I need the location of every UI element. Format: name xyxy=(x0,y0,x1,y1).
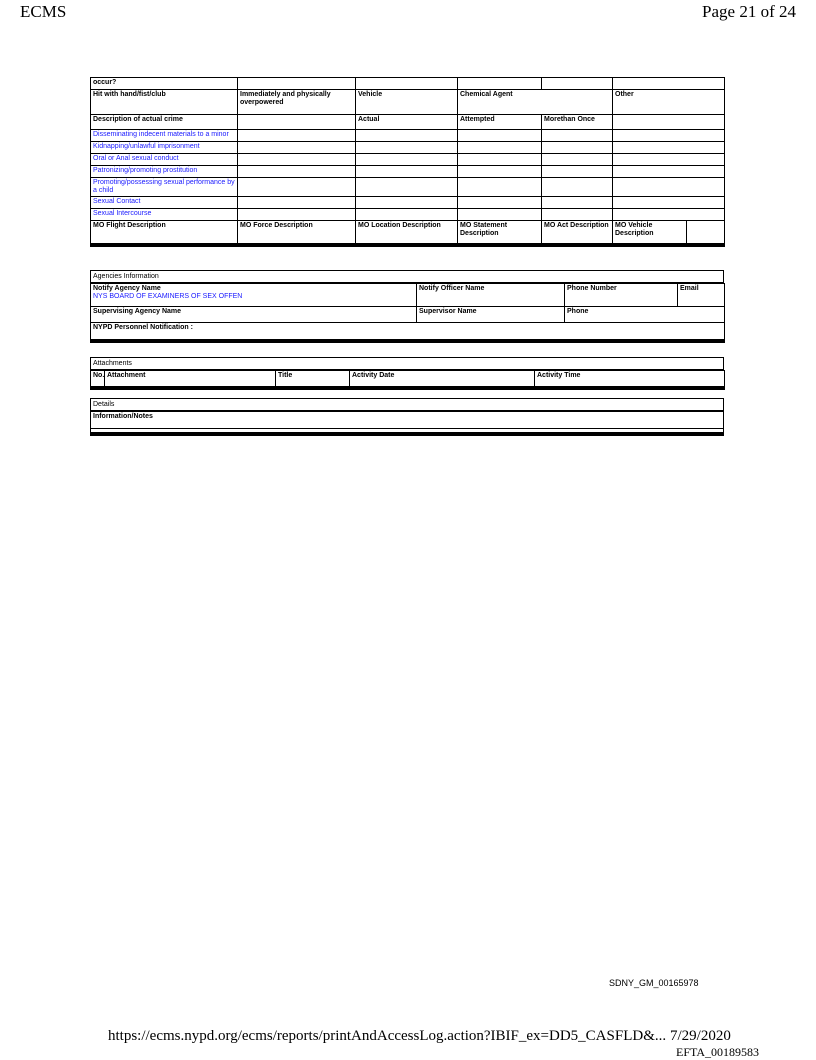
table-row xyxy=(91,307,725,323)
page-number: Page 21 of 24 xyxy=(702,2,796,21)
table-row: Patronizing/promoting prostitution xyxy=(91,166,725,178)
table-row: Sexual Intercourse xyxy=(91,209,725,221)
email-label: Email xyxy=(678,284,725,307)
notify-agency-label: Notify Agency Name xyxy=(93,285,161,292)
information-notes-label: Information/Notes xyxy=(91,412,724,429)
table-row: No. Attachment Title Activity Date Activity Time xyxy=(91,371,725,389)
table-row xyxy=(91,78,725,90)
details-section xyxy=(90,398,724,436)
attachments-section-title: Attachments xyxy=(90,357,724,370)
table-row xyxy=(91,412,724,429)
header-title: ECMS xyxy=(20,2,67,21)
phone-label: Phone xyxy=(565,307,725,323)
notify-officer-label: Notify Officer Name xyxy=(417,284,565,307)
mo-table xyxy=(90,77,724,247)
notify-agency-value: NYS BOARD OF EXAMINERS OF SEX OFFEN xyxy=(93,293,243,300)
table-row: Description of actual crime Actual Attempted Morethan Once xyxy=(91,115,725,130)
agencies-section-title: Agencies Information xyxy=(90,270,724,283)
occur-label: occur? xyxy=(91,78,238,90)
table-row: Kidnapping/unlawful imprisonment xyxy=(91,142,725,154)
agencies-section xyxy=(90,270,724,343)
table-row xyxy=(91,429,724,435)
supervising-agency-label: Supervising Agency Name xyxy=(91,307,417,323)
table-row xyxy=(91,284,725,307)
supervisor-name-label: Supervisor Name xyxy=(417,307,565,323)
table-row: MO Flight Description MO Force Description MO Location Description MO Statement Description MO Act Description MO Vehicle Description xyxy=(91,221,725,246)
table-row: Sexual Contact xyxy=(91,197,725,209)
nypd-notification-label: NYPD Personnel Notification : xyxy=(91,323,725,342)
table-row: Promoting/possessing sexual performance by a child xyxy=(91,178,725,197)
footer-url: https://ecms.nypd.org/ecms/reports/printAndAccessLog.action?IBIF_ex=DD5_CASFLD&... xyxy=(108,1028,667,1044)
details-section-title: Details xyxy=(90,398,724,411)
table-row: Oral or Anal sexual conduct xyxy=(91,154,725,166)
table-row xyxy=(91,323,725,342)
footer-date: 7/29/2020 xyxy=(670,1028,731,1044)
document-id: SDNY_GM_00165978 xyxy=(609,978,699,988)
phone-number-label: Phone Number xyxy=(565,284,678,307)
attachments-section xyxy=(90,357,724,390)
table-row: Hit with hand/fist/club Immediately and physically overpowered Vehicle Chemical Agent Other xyxy=(91,90,725,115)
table-row: Disseminating indecent materials to a minor xyxy=(91,130,725,142)
efta-id: EFTA_00189583 xyxy=(676,1045,760,1059)
